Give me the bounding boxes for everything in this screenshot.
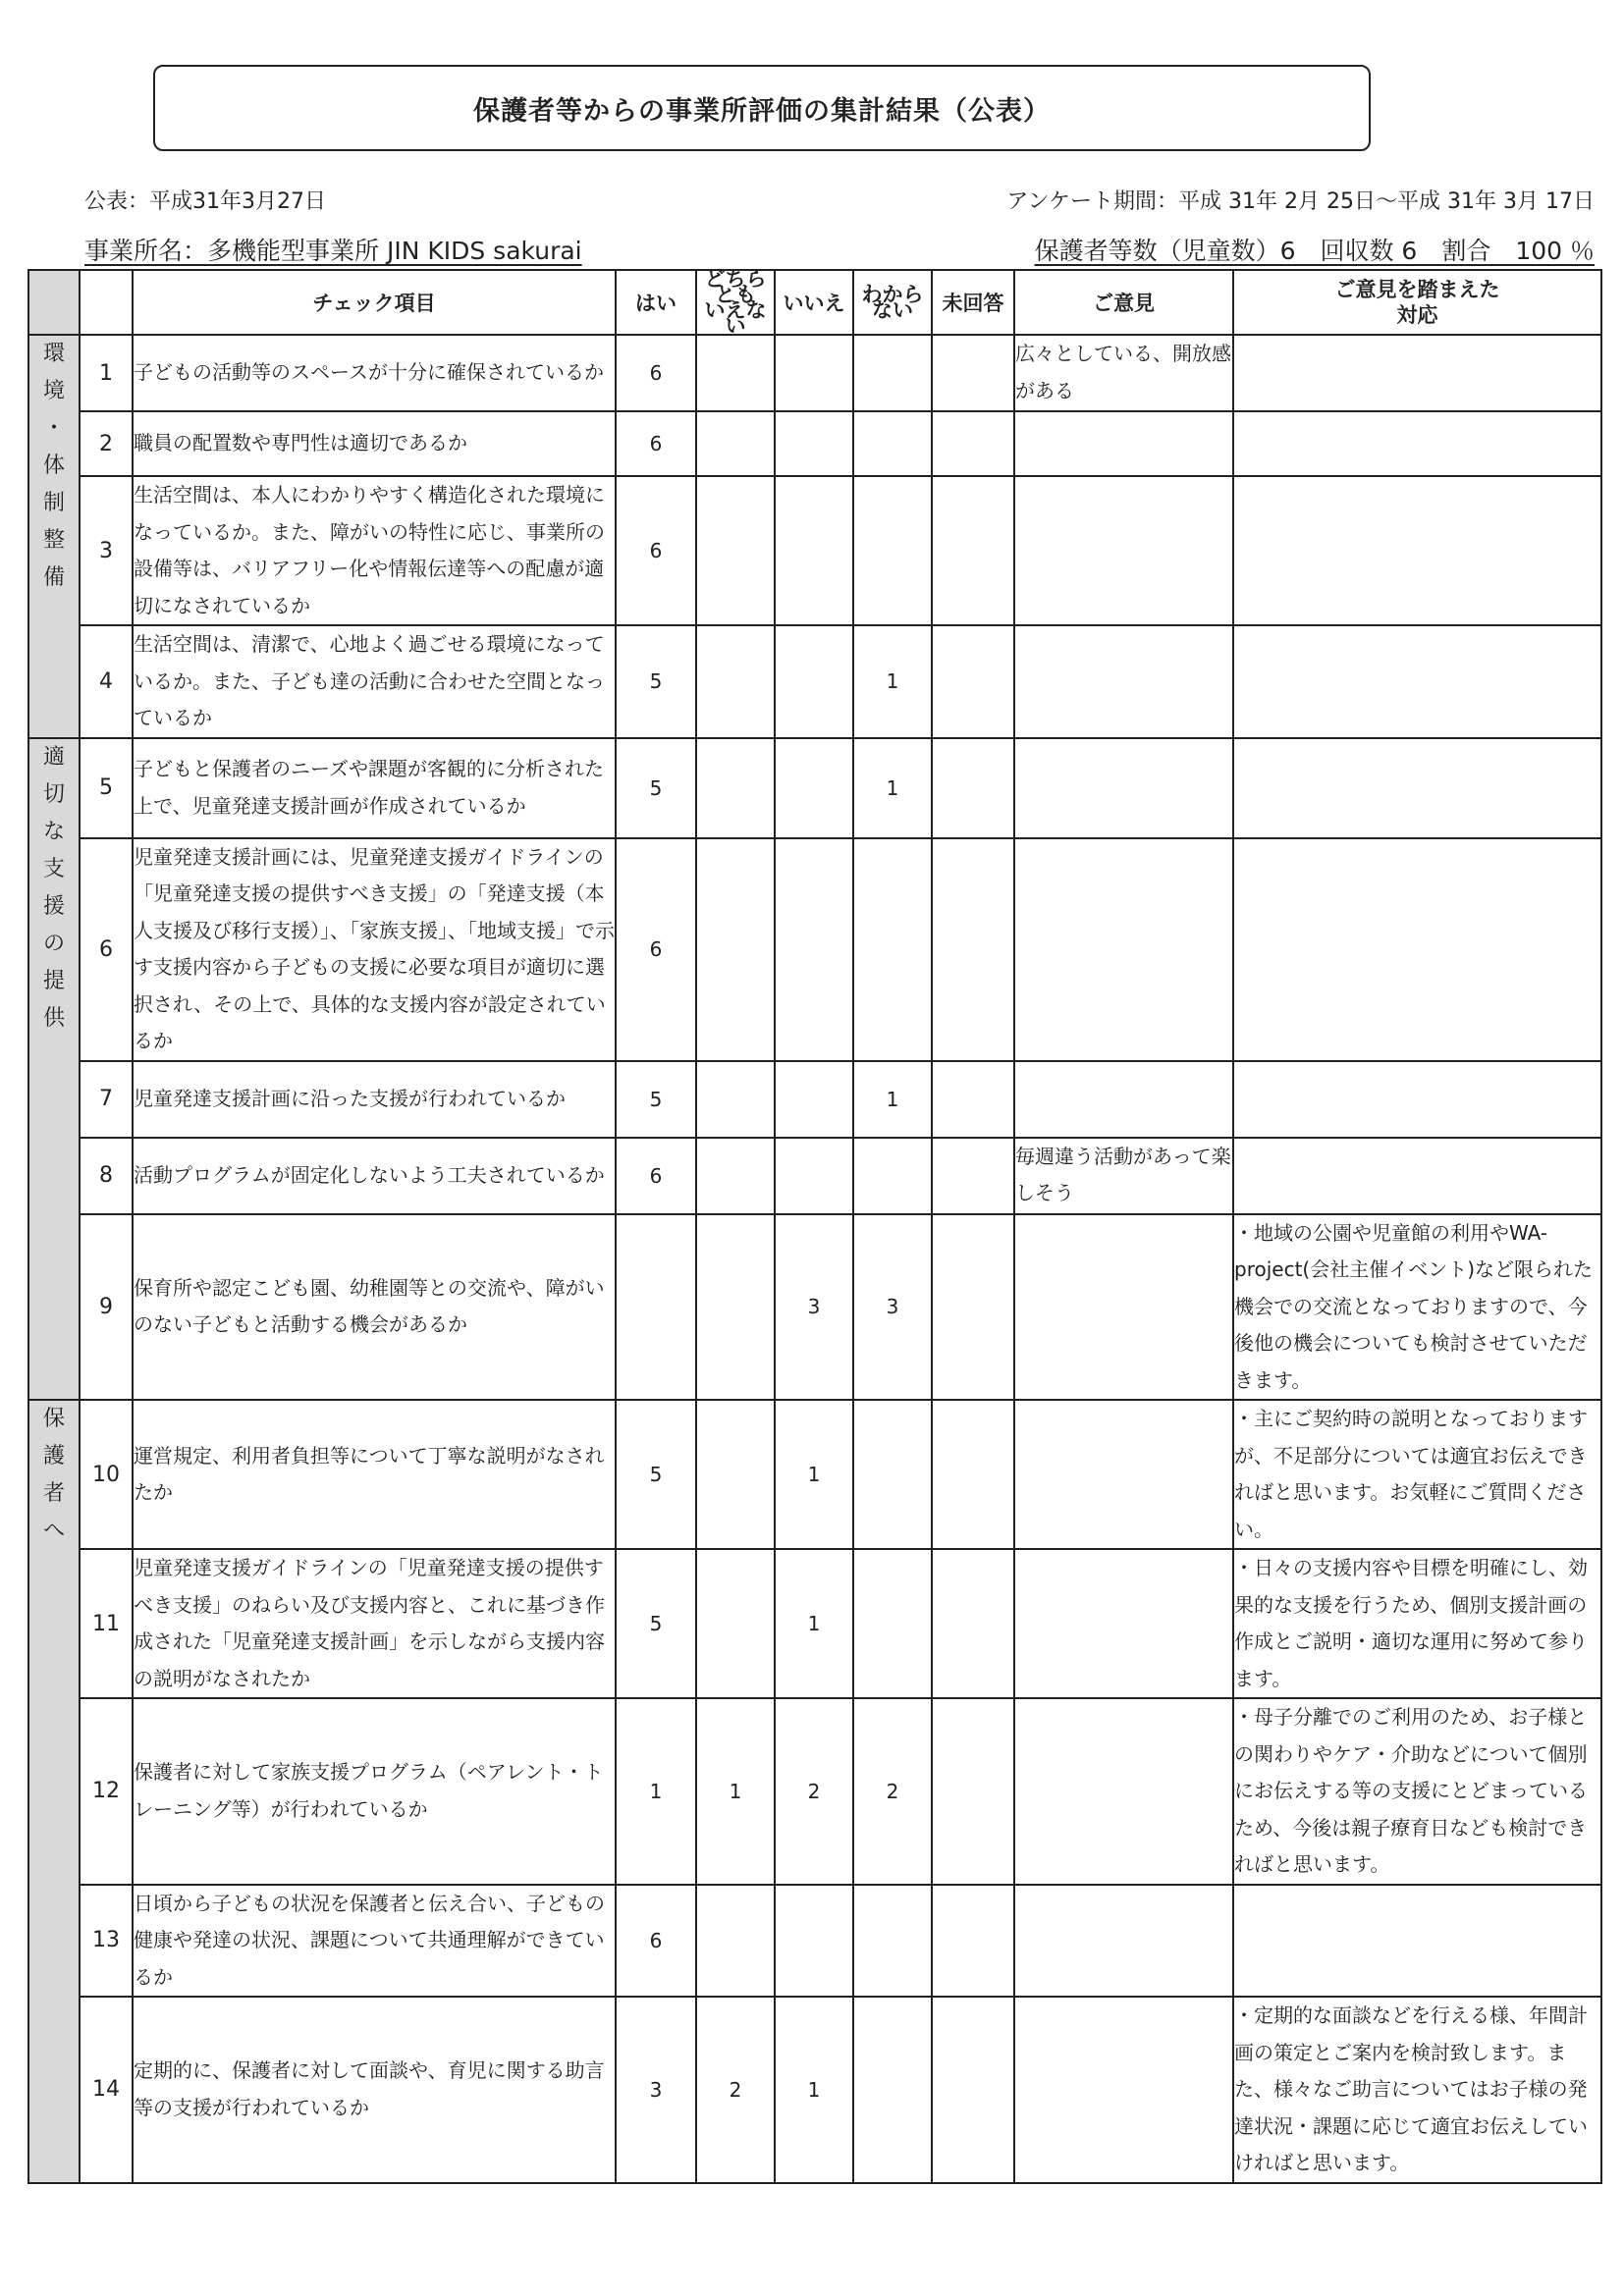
check-item-text: 児童発達支援計画には、児童発達支援ガイドラインの「児童発達支援の提供すべき支援」の「発達支援（本人支援及び移行支援）」、「家族支援」、「地域支援」で示す支援内容から子どもの支援に必要な項目が適切に選択され、その上で、具体的な支援内容が設定されているか (133, 838, 616, 1061)
unknown-count: 2 (853, 1698, 932, 1885)
check-item-text: 職員の配置数や専門性は適切であるか (133, 411, 616, 476)
document-title: 保護者等からの事業所評価の集計結果（公表） (153, 65, 1371, 151)
category-cell: 適 切 な 支 援 の 提 供 (28, 738, 80, 1401)
item-number: 8 (80, 1138, 133, 1214)
response-text: ・定期的な面談などを行える様、年間計画の策定とご案内を検討致します。また、様々なご助言についてはお子様の発達状況・課題に応じて適宜お伝えしていければと思います。 (1233, 1997, 1601, 2183)
neither-count (696, 1885, 775, 1998)
response-text (1233, 625, 1601, 738)
table-row (28, 1214, 1601, 1401)
table-row (28, 1400, 1601, 1549)
neither-count (696, 476, 775, 625)
check-item-text: 子どもの活動等のスペースが十分に確保されているか (133, 335, 616, 411)
yes-count: 5 (616, 1061, 696, 1138)
item-number: 4 (80, 625, 133, 738)
response-text (1233, 335, 1601, 411)
unanswered-count (932, 1214, 1014, 1401)
unknown-count (853, 476, 932, 625)
opinion-text (1014, 411, 1233, 476)
no-count: 2 (775, 1698, 853, 1885)
header-neither: どちらとも いえない (696, 270, 775, 335)
yes-count: 3 (616, 1997, 696, 2183)
check-item-text: 運営規定、利用者負担等について丁寧な説明がなされたか (133, 1400, 616, 1549)
no-count (775, 335, 853, 411)
table-row (28, 411, 1601, 476)
item-number: 7 (80, 1061, 133, 1138)
survey-period: アンケート期間：平成 31年 2月 25日～平成 31年 3月 17日 (1006, 189, 1595, 214)
response-text (1233, 1061, 1601, 1138)
item-number: 14 (80, 1997, 133, 2183)
unknown-count: 3 (853, 1214, 932, 1401)
neither-count (696, 838, 775, 1061)
category-cell: 環 境 ・ 体 制 整 備 (28, 335, 80, 738)
response-text (1233, 411, 1601, 476)
opinion-text (1014, 738, 1233, 838)
item-number: 11 (80, 1549, 133, 1698)
no-count (775, 1061, 853, 1138)
check-item-text: 定期的に、保護者に対して面談や、育児に関する助言等の支援が行われているか (133, 1997, 616, 2183)
item-number: 12 (80, 1698, 133, 1885)
no-count: 1 (775, 1997, 853, 2183)
unknown-count (853, 1549, 932, 1698)
neither-count (696, 1400, 775, 1549)
response-text: ・地域の公園や児童館の利用やWA-project(会社主催イベント)など限られた機会での交流となっておりますので、今後他の機会についても検討させていただきます。 (1233, 1214, 1601, 1401)
table-row (28, 335, 1601, 411)
unknown-count (853, 411, 932, 476)
yes-count: 6 (616, 476, 696, 625)
check-item-text: 日頃から子どもの状況を保護者と伝え合い、子どもの健康や発達の状況、課題について共通理解ができているか (133, 1885, 616, 1998)
unknown-count (853, 1885, 932, 1998)
no-count: 1 (775, 1549, 853, 1698)
unknown-count: 1 (853, 738, 932, 838)
no-count (775, 476, 853, 625)
neither-count (696, 738, 775, 838)
no-count (775, 411, 853, 476)
yes-count: 6 (616, 335, 696, 411)
response-text (1233, 476, 1601, 625)
yes-count: 5 (616, 738, 696, 838)
unanswered-count (932, 1400, 1014, 1549)
neither-count (696, 411, 775, 476)
publish-date: 公表：平成31年3月27日 (84, 189, 326, 214)
response-text (1233, 738, 1601, 838)
neither-count (696, 1214, 775, 1401)
neither-count: 2 (696, 1997, 775, 2183)
unanswered-count (932, 476, 1014, 625)
check-item-text: 生活空間は、本人にわかりやすく構造化された環境になっているか。また、障がいの特性に応じ、事業所の設備等は、バリアフリー化や情報伝達等への配慮が適切になされているか (133, 476, 616, 625)
response-text (1233, 1138, 1601, 1214)
no-count: 1 (775, 1400, 853, 1549)
check-item-text: 子どもと保護者のニーズや課題が客観的に分析された上で、児童発達支援計画が作成されているか (133, 738, 616, 838)
item-number: 2 (80, 411, 133, 476)
opinion-text (1014, 1214, 1233, 1401)
neither-count (696, 1549, 775, 1698)
table-row (28, 1997, 1601, 2183)
table-row (28, 1138, 1601, 1214)
header-unknown: わからない (853, 270, 932, 335)
response-counts: 保護者等数（児童数）6 回収数 6 割合 100 ％ (1034, 237, 1595, 265)
unanswered-count (932, 1698, 1014, 1885)
neither-count (696, 1138, 775, 1214)
opinion-text (1014, 1400, 1233, 1549)
opinion-text (1014, 1885, 1233, 1998)
item-number: 9 (80, 1214, 133, 1401)
table-row (28, 476, 1601, 625)
table-row (28, 625, 1601, 738)
neither-count (696, 625, 775, 738)
opinion-text (1014, 838, 1233, 1061)
unanswered-count (932, 1885, 1014, 1998)
opinion-text (1014, 1997, 1233, 2183)
unknown-count (853, 1138, 932, 1214)
header-number-blank (80, 270, 133, 335)
unanswered-count (932, 838, 1014, 1061)
table-body (28, 335, 1601, 2183)
no-count (775, 838, 853, 1061)
check-item-text: 保護者に対して家族支援プログラム（ペアレント・トレーニング等）が行われているか (133, 1698, 616, 1885)
item-number: 13 (80, 1885, 133, 1998)
header-no: いいえ (775, 270, 853, 335)
yes-count: 6 (616, 838, 696, 1061)
table-row (28, 738, 1601, 838)
opinion-text (1014, 625, 1233, 738)
office-name: 事業所名：多機能型事業所 JIN KIDS sakurai (84, 237, 582, 265)
opinion-text (1014, 1698, 1233, 1885)
unknown-count: 1 (853, 625, 932, 738)
neither-count (696, 335, 775, 411)
no-count (775, 625, 853, 738)
unanswered-count (932, 1997, 1014, 2183)
yes-count: 6 (616, 1885, 696, 1998)
category-cell: 保 護 者 へ (28, 1400, 80, 2183)
unanswered-count (932, 738, 1014, 838)
response-text (1233, 838, 1601, 1061)
no-count: 3 (775, 1214, 853, 1401)
response-text (1233, 1885, 1601, 1998)
item-number: 10 (80, 1400, 133, 1549)
response-text: ・日々の支援内容や目標を明確にし、効果的な支援を行うため、個別支援計画の作成とご説明・適切な運用に努めて参ります。 (1233, 1549, 1601, 1698)
no-count (775, 1885, 853, 1998)
neither-count (696, 1061, 775, 1138)
unknown-count: 1 (853, 1061, 932, 1138)
yes-count: 5 (616, 1400, 696, 1549)
item-number: 3 (80, 476, 133, 625)
opinion-text: 毎週違う活動があって楽しそう (1014, 1138, 1233, 1214)
unanswered-count (932, 1138, 1014, 1214)
check-item-text: 生活空間は、清潔で、心地よく過ごせる環境になっているか。また、子ども達の活動に合わせた空間となっているか (133, 625, 616, 738)
unanswered-count (932, 411, 1014, 476)
table-row (28, 1549, 1601, 1698)
unknown-count (853, 1400, 932, 1549)
check-item-text: 児童発達支援計画に沿った支援が行われているか (133, 1061, 616, 1138)
item-number: 6 (80, 838, 133, 1061)
table-row (28, 1698, 1601, 1885)
yes-count: 6 (616, 1138, 696, 1214)
yes-count: 5 (616, 1549, 696, 1698)
opinion-text (1014, 1061, 1233, 1138)
item-number: 5 (80, 738, 133, 838)
opinion-text (1014, 476, 1233, 625)
unanswered-count (932, 335, 1014, 411)
header-yes: はい (616, 270, 696, 335)
item-number: 1 (80, 335, 133, 411)
response-text: ・主にご契約時の説明となっておりますが、不足部分については適宜お伝えできればと思います。お気軽にご質問ください。 (1233, 1400, 1601, 1549)
header-opinion: ご意見 (1014, 270, 1233, 335)
header-category-blank (28, 270, 80, 335)
table-row (28, 1885, 1601, 1998)
yes-count (616, 1214, 696, 1401)
unanswered-count (932, 625, 1014, 738)
unknown-count (853, 335, 932, 411)
check-item-text: 児童発達支援ガイドラインの「児童発達支援の提供すべき支援」のねらい及び支援内容と、これに基づき作成された「児童発達支援計画」を示しながら支援内容の説明がなされたか (133, 1549, 616, 1698)
table-row (28, 838, 1601, 1061)
check-item-text: 保育所や認定こども園、幼稚園等との交流や、障がいのない子どもと活動する機会があるか (133, 1214, 616, 1401)
unanswered-count (932, 1061, 1014, 1138)
yes-count: 6 (616, 411, 696, 476)
opinion-text: 広々としている、開放感がある (1014, 335, 1233, 411)
evaluation-table (27, 269, 1602, 2184)
opinion-text (1014, 1549, 1233, 1698)
table-row (28, 1061, 1601, 1138)
yes-count: 1 (616, 1698, 696, 1885)
neither-count: 1 (696, 1698, 775, 1885)
yes-count: 5 (616, 625, 696, 738)
no-count (775, 738, 853, 838)
header-check-item: チェック項目 (133, 270, 616, 335)
unknown-count (853, 838, 932, 1061)
unknown-count (853, 1997, 932, 2183)
unanswered-count (932, 1549, 1014, 1698)
check-item-text: 活動プログラムが固定化しないよう工夫されているか (133, 1138, 616, 1214)
no-count (775, 1138, 853, 1214)
header-response: ご意見を踏まえた 対応 (1233, 270, 1601, 335)
response-text: ・母子分離でのご利用のため、お子様との関わりやケア・介助などについて個別にお伝えする等の支援にとどまっているため、今後は親子療育日なども検討できればと思います。 (1233, 1698, 1601, 1885)
header-row (28, 270, 1601, 335)
header-unanswered: 未回答 (932, 270, 1014, 335)
